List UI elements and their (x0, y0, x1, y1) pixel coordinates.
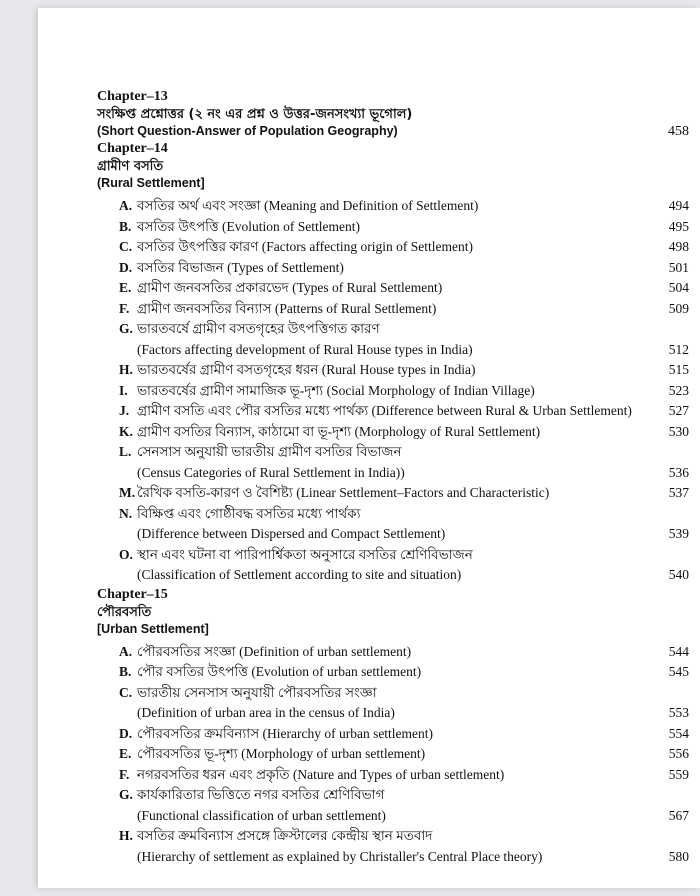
toc-entry-page: 509 (668, 300, 689, 316)
toc-entry-letter: F. (119, 300, 130, 316)
toc-entry-body (137, 785, 386, 826)
chapter-bengali-title: সংক্ষিপ্ত প্রশ্নোত্তর (২ নং এর প্রশ্ন ও উত্তর-জনসংখ্যা ভূগোল) (97, 107, 413, 122)
chapter-english-title: (Rural Settlement] (97, 176, 205, 190)
toc-entry-text (119, 319, 473, 360)
toc-entry-text (119, 442, 405, 483)
toc-entry-line2: (Factors affecting development of Rural House types in India) (137, 341, 473, 357)
toc-entry-body (137, 744, 425, 765)
toc-entry[interactable] (97, 299, 689, 320)
toc-entry-text (119, 237, 473, 258)
toc-entry[interactable] (97, 724, 689, 745)
chapter-english-title: [Urban Settlement] (97, 621, 209, 636)
toc-entry-page: 537 (668, 485, 689, 500)
toc-entry-letter: K. (119, 423, 133, 439)
toc-entry[interactable] (97, 483, 689, 504)
toc-entry-text (119, 483, 549, 504)
toc-entry[interactable] (97, 217, 689, 238)
toc-entry-letter: F. (119, 766, 130, 782)
toc-entry-line2: (Classification of Settlement according to site and situation) (137, 567, 462, 582)
toc-entry-line1: ভারতীয় সেনসাস অনুযায়ী পৌরবসতির সংজ্ঞা (137, 684, 377, 700)
chapter-english-title-row (97, 175, 689, 192)
toc-entry-body (137, 196, 478, 217)
chapter-english-title-row (97, 621, 689, 638)
toc-entry-line1: বসতির উৎপত্তি (Evolution of Settlement) (137, 218, 360, 234)
toc-entry-body (137, 319, 473, 360)
toc-entry[interactable] (97, 360, 689, 381)
toc-entry-letter: B. (119, 664, 132, 679)
toc-entry-line1: ভারতবর্ষের গ্রামীণ সামাজিক ভূ-দৃশ্য (Social Morphology of Indian Village) (137, 382, 535, 398)
toc-entry[interactable] (97, 662, 689, 683)
toc-entry-text (119, 422, 540, 443)
toc-entry-line1: স্থান এবং ঘটনা বা পারিপার্শ্বিকতা অনুসারে বসতির শ্রেণিবিভাজন (137, 546, 473, 562)
toc-entry-line2: (Hierarchy of settlement as explained by Christaller's Central Place theory) (137, 848, 543, 864)
toc-entry-body (137, 483, 549, 504)
toc-entry-letter: J. (119, 403, 130, 418)
toc-entry-page: 536 (668, 464, 689, 480)
toc-entry[interactable] (97, 442, 689, 483)
toc-entry[interactable] (97, 785, 689, 826)
toc-entry-text (119, 381, 535, 402)
toc-entry[interactable] (97, 765, 689, 786)
toc-entry-body (137, 258, 344, 279)
toc-entry-body (137, 504, 445, 545)
toc-entry-body (137, 826, 542, 867)
toc-entry-body (137, 642, 411, 663)
toc-entry-text (119, 504, 445, 545)
toc-entry-letter: O. (119, 546, 133, 562)
toc-entry-letter: N. (119, 505, 133, 521)
toc-entry-line1: বিক্ষিপ্ত এবং গোষ্ঠীবদ্ধ বসতির মধ্যে পার্থক্য (137, 505, 361, 521)
toc-entry[interactable] (97, 744, 689, 765)
toc-entry-page: 559 (668, 766, 689, 782)
toc-entry[interactable] (97, 278, 689, 299)
toc-entry-body (137, 299, 436, 320)
toc-entry-body (137, 381, 535, 402)
toc-entry-body (137, 545, 473, 586)
toc-entry-letter: H. (119, 828, 133, 843)
toc-entry-letter: C. (119, 684, 133, 700)
toc-entry-body (137, 765, 504, 786)
toc-entry-page: 498 (668, 239, 689, 254)
toc-entry-line1: সেনসাস অনুযায়ী ভারতীয় গ্রামীণ বসতির বিভাজন (137, 444, 402, 459)
toc-entry-line1: গ্রামীণ বসতি এবং পৌর বসতির মধ্যে পার্থক্য (Difference between Rural & Urban Settlement) (137, 403, 632, 418)
toc-entry-body (137, 217, 360, 238)
toc-entry-letter: E. (119, 746, 132, 761)
toc-entry-body (137, 237, 473, 258)
toc-entry-letter: G. (119, 787, 133, 802)
toc-entry-line1: বসতির ক্রমবিন্যাস প্রসঙ্গে ক্রিস্টালের কেন্দ্রীয় স্থান মতবাদ (137, 828, 433, 843)
toc-entry-line2: (Definition of urban area in the census of India) (137, 705, 395, 720)
toc-entry-line2: (Functional classification of urban settlement) (137, 807, 386, 823)
toc-entry-letter: G. (119, 321, 133, 336)
toc-entry-text (119, 217, 360, 238)
chapter-heading: Chapter–13 (97, 89, 168, 104)
toc-entry-page: 515 (668, 362, 689, 377)
toc-entry-text (119, 401, 632, 422)
toc-entry-page: 540 (668, 567, 689, 582)
toc-entry-page: 512 (668, 341, 689, 357)
toc-entry-text (119, 744, 425, 765)
toc-entry[interactable] (97, 381, 689, 402)
chapter-english-title: (Short Question-Answer of Population Geography) (97, 124, 398, 138)
toc-entry-line1: পৌরবসতির ক্রমবিন্যাস (Hierarchy of urban settlement) (137, 725, 434, 741)
toc-entry-page: 504 (668, 280, 689, 295)
toc-entry-line1: পৌর বসতির উৎপত্তি (Evolution of urban settlement) (137, 664, 422, 679)
toc-entry-letter: C. (119, 239, 133, 254)
table-of-contents (97, 88, 689, 867)
toc-entry-text (119, 785, 386, 826)
chapter-english-title-row (97, 123, 689, 140)
toc-entry[interactable] (97, 545, 689, 586)
toc-entry-line1: বসতির উৎপত্তির কারণ (Factors affecting origin of Settlement) (137, 239, 473, 254)
toc-entry-page: 567 (668, 807, 689, 823)
toc-entry-line1: রৈখিক বসতি-কারণ ও বৈশিষ্ট্য (Linear Settlement–Factors and Characteristic) (137, 485, 550, 500)
toc-entry-text (119, 278, 442, 299)
toc-entry-letter: E. (119, 280, 132, 295)
toc-entry-page: 523 (668, 382, 689, 398)
toc-entry-page: 494 (668, 198, 689, 213)
toc-entry-page: 495 (668, 218, 689, 234)
toc-entry-line1: কার্যকারিতার ভিত্তিতে নগর বসতির শ্রেণিবিভাগ (137, 787, 385, 802)
toc-entry-line1: ভারতবর্ষে গ্রামীণ বসতগৃহের উৎপত্তিগত কারণ (137, 321, 380, 336)
toc-entry-text (119, 683, 395, 724)
toc-entry-line1: গ্রামীণ জনবসতির বিন্যাস (Patterns of Rural Settlement) (137, 300, 437, 316)
toc-entry-line1: ভারতবর্ষের গ্রামীণ বসতগৃহের ধরন (Rural House types in India) (137, 362, 476, 377)
toc-entry-letter: B. (119, 218, 132, 234)
toc-entry[interactable] (97, 401, 689, 422)
toc-entry-text (119, 258, 344, 279)
toc-entry-line1: পৌরবসতির ভূ-দৃশ্য (Morphology of urban settlement) (137, 746, 426, 761)
toc-entry-letter: L. (119, 444, 132, 459)
toc-entry-text (119, 642, 411, 663)
toc-entry-body (137, 422, 540, 443)
toc-entry-letter: A. (119, 643, 133, 659)
toc-entry[interactable] (97, 504, 689, 545)
toc-entry-letter: H. (119, 362, 133, 377)
toc-entry-body (137, 278, 442, 299)
toc-entry-text (119, 545, 473, 586)
toc-entry-text (119, 826, 542, 867)
toc-entry-line2: (Census Categories of Rural Settlement in India)) (137, 464, 405, 480)
toc-entry-text (119, 765, 504, 786)
toc-entry-page: 553 (668, 705, 689, 720)
toc-entry-page: 554 (668, 725, 689, 741)
toc-entry-letter: D. (119, 259, 133, 275)
toc-entry-body (137, 683, 395, 724)
toc-entry[interactable] (97, 258, 689, 279)
toc-entry-page: 556 (668, 746, 689, 761)
toc-entry[interactable] (97, 319, 689, 360)
toc-entry-letter: M. (119, 485, 136, 500)
toc-entry-body (137, 360, 476, 381)
toc-entry-page: 545 (668, 664, 689, 679)
toc-entry-letter: A. (119, 198, 133, 213)
toc-entry-text (119, 360, 476, 381)
toc-entry[interactable] (97, 642, 689, 663)
toc-entry-page: 530 (668, 423, 689, 439)
toc-entry-page: 539 (668, 526, 689, 541)
toc-entry-letter: D. (119, 725, 133, 741)
toc-entry-line1: গ্রামীণ বসতির বিন্যাস, কাঠামো বা ভূ-দৃশ্য (Morphology of Rural Settlement) (137, 423, 541, 439)
toc-entry-body (137, 724, 433, 745)
toc-entry-letter: I. (119, 382, 128, 398)
toc-entry-line1: নগরবসতির ধরন এবং প্রকৃতি (Nature and Types of urban settlement) (137, 766, 505, 782)
toc-entry[interactable] (97, 683, 689, 724)
toc-entry-page: 580 (668, 848, 689, 864)
toc-entry[interactable] (97, 422, 689, 443)
toc-entry-page: 527 (668, 403, 689, 418)
toc-entry-line1: বসতির বিভাজন (Types of Settlement) (137, 259, 344, 275)
toc-entry-line2: (Difference between Dispersed and Compact Settlement) (137, 526, 446, 541)
chapter-heading: Chapter–14 (97, 141, 168, 156)
toc-entry-text (119, 724, 433, 745)
toc-entry[interactable] (97, 237, 689, 258)
toc-entry[interactable] (97, 826, 689, 867)
chapter-bengali-title: পৌরবসতি (97, 604, 152, 620)
toc-entry-body (137, 401, 632, 422)
toc-entry-page: 501 (668, 259, 689, 275)
toc-entry-line1: গ্রামীণ জনবসতির প্রকারভেদ (Types of Rural Settlement) (137, 280, 443, 295)
chapter-heading: Chapter–15 (97, 586, 168, 602)
document-page (38, 8, 700, 888)
toc-entry-text (119, 662, 421, 683)
toc-entry-line1: বসতির অর্থ এবং সংজ্ঞা (Meaning and Definition of Settlement) (137, 198, 479, 213)
chapter-bengali-title: গ্রামীণ বসতি (97, 159, 164, 174)
chapter-page-number: 458 (668, 124, 689, 139)
toc-entry-page: 544 (668, 643, 689, 659)
toc-entry-line1: পৌরবসতির সংজ্ঞা (Definition of urban settlement) (137, 643, 412, 659)
toc-entry-body (137, 662, 421, 683)
toc-entry-text (119, 196, 478, 217)
toc-entry-text (119, 299, 436, 320)
toc-entry[interactable] (97, 196, 689, 217)
toc-entry-body (137, 442, 405, 483)
